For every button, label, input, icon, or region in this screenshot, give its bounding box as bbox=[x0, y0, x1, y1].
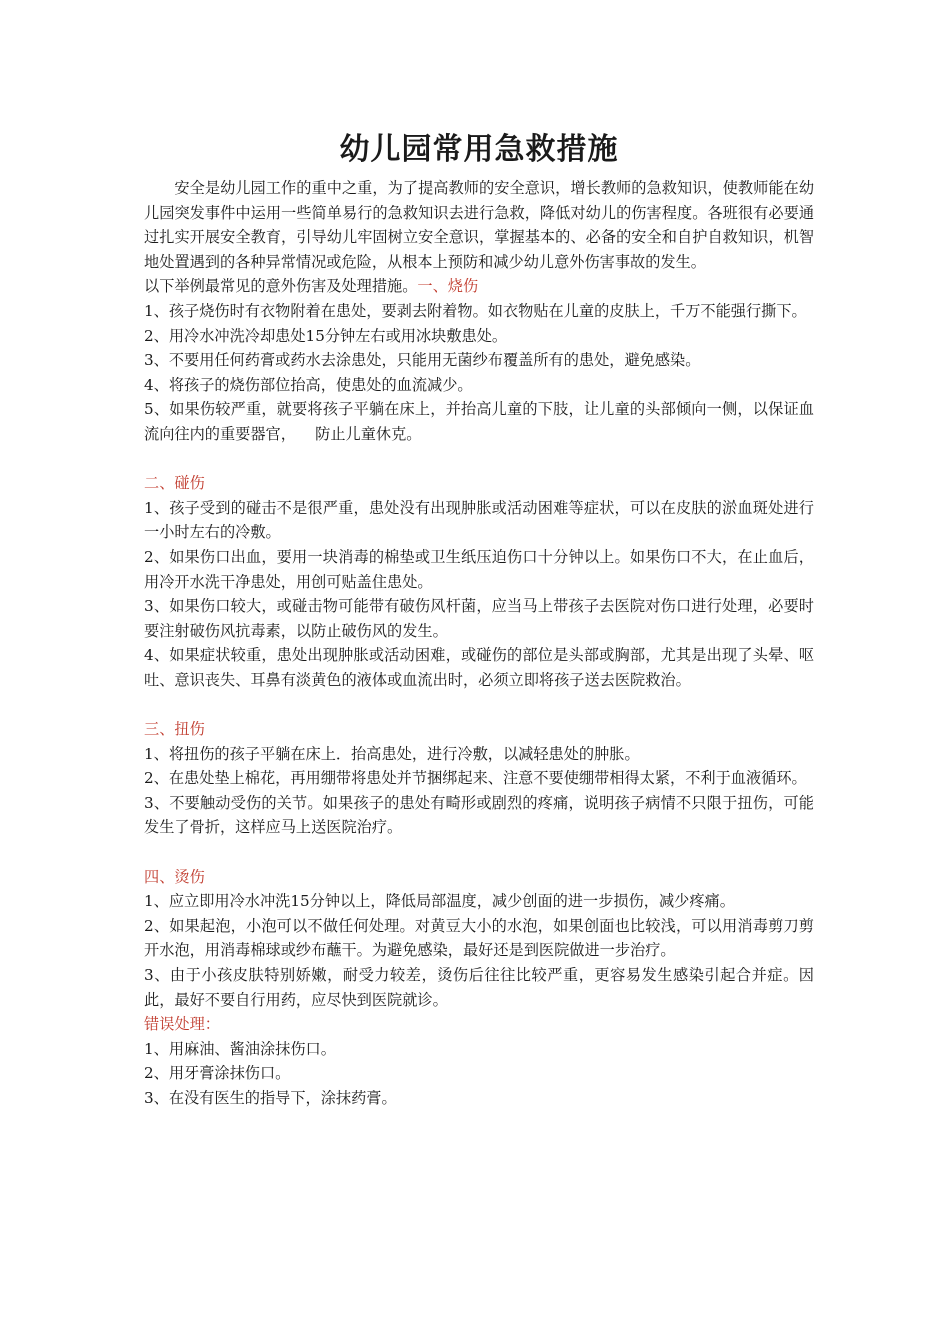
list-item: 3、不要用任何药膏或药水去涂患处，只能用无菌纱布覆盖所有的患处，避免感染。 bbox=[144, 351, 701, 370]
list-item: 1、孩子受到的碰击不是很严重，患处没有出现肿胀或活动困难等症状，可以在皮肤的淤血斑处进行一小时左右的冷敷。 bbox=[144, 498, 814, 542]
wrong-handling-heading: 错误处理： bbox=[144, 1015, 220, 1034]
list-item: 2、如果起泡，小泡可以不做任何处理。对黄豆大小的水泡，如果创面也比较浅，可以用消毒剪刀剪开水泡，用消毒棉球或纱布蘸干。为避免感染，最好还是到医院做进一步治疗。 bbox=[144, 916, 814, 960]
section-heading-bruise: 二、碰伤 bbox=[144, 474, 205, 493]
page-title: 幼儿园常用急救措施 bbox=[339, 132, 619, 167]
lead-text: 以下举例最常见的意外伤害及处理措施。 bbox=[144, 277, 418, 296]
list-item: 4、如果症状较重，患处出现肿胀或活动困难，或碰伤的部位是头部或胸部，尤其是出现了头晕、呕吐、意识丧失、耳鼻有淡黄色的液体或血流出时，必须立即将孩子送去医院救治。 bbox=[144, 646, 814, 689]
section-heading-sprain: 三、扭伤 bbox=[144, 720, 205, 739]
spacer bbox=[144, 447, 814, 472]
list-item: 1、用麻油、酱油涂抹伤口。 bbox=[144, 1039, 336, 1058]
list-item: 1、孩子烧伤时有衣物附着在患处，要剥去附着物。如衣物贴在儿童的皮肤上，千万不能强行撕下。 bbox=[144, 301, 807, 320]
list-item: 3、不要触动受伤的关节。如果孩子的患处有畸形或剧烈的疼痛，说明孩子病情不只限于扭伤，可能发生了骨折，这样应马上送医院治疗。 bbox=[144, 793, 814, 837]
spacer bbox=[144, 692, 814, 717]
intro-paragraph: 安全是幼儿园工作的重中之重，为了提高教师的安全意识，增长教师的急救知识，使教师能在幼儿园突发事件中运用一些简单易行的急救知识去进行急救，降低对幼儿的伤害程度。各班很有必要通过扎实开展安全教育，引导幼儿牢固树立安全意识，掌握基本的、必备的安全和自护自救知识，机智地处置遇到的各种异常情况或危险，从根本上预防和减少幼儿意外伤害事故的发生。 bbox=[144, 179, 814, 271]
list-item: 3、由于小孩皮肤特别娇嫩，耐受力较差，烫伤后往往比较严重，更容易发生感染引起合并症。因此，最好不要自行用药，应尽快到医院就诊。 bbox=[144, 966, 814, 1009]
list-item: 4、将孩子的烧伤部位抬高，使患处的血流减少。 bbox=[144, 375, 473, 394]
spacer bbox=[144, 840, 814, 865]
section-heading-burn: 一、烧伤 bbox=[417, 277, 479, 296]
list-item: 2、如果伤口出血，要用一块消毒的棉垫或卫生纸压迫伤口十分钟以上。如果伤口不大，在止血后，用冷开水洗干净患处，用创可贴盖住患处。 bbox=[144, 547, 814, 591]
document-page bbox=[144, 128, 814, 1111]
section-heading-scald: 四、烫伤 bbox=[144, 867, 205, 886]
list-item: 2、在患处垫上棉花，再用绷带将患处并节捆绑起来、注意不要使绷带相得太紧，不利于血液循环。 bbox=[144, 769, 807, 788]
list-item: 2、用牙膏涂抹伤口。 bbox=[144, 1064, 291, 1083]
list-item: 2、用冷水冲洗冷却患处15分钟左右或用冰块敷患处。 bbox=[144, 326, 508, 345]
list-item: 3、如果伤口较大，或碰击物可能带有破伤风杆菌，应当马上带孩子去医院对伤口进行处理，必要时要注射破伤风抗毒素，以防止破伤风的发生。 bbox=[144, 597, 814, 640]
lead-paragraph bbox=[144, 274, 814, 299]
list-item: 5、如果伤较严重，就要将孩子平躺在床上，并抬高儿童的下肢，让儿童的头部倾向一侧，以保证血流向往内的重要器官， 防止儿童休克。 bbox=[144, 400, 814, 443]
list-item: 1、应立即用冷水冲洗15分钟以上，降低局部温度，减少创面的进一步损伤，减少疼痛。 bbox=[144, 892, 735, 911]
list-item: 3、在没有医生的指导下，涂抹药膏。 bbox=[144, 1088, 397, 1107]
list-item: 1、将扭伤的孩子平躺在床上．抬高患处，进行冷敷，以减轻患处的肿胀。 bbox=[144, 744, 640, 763]
